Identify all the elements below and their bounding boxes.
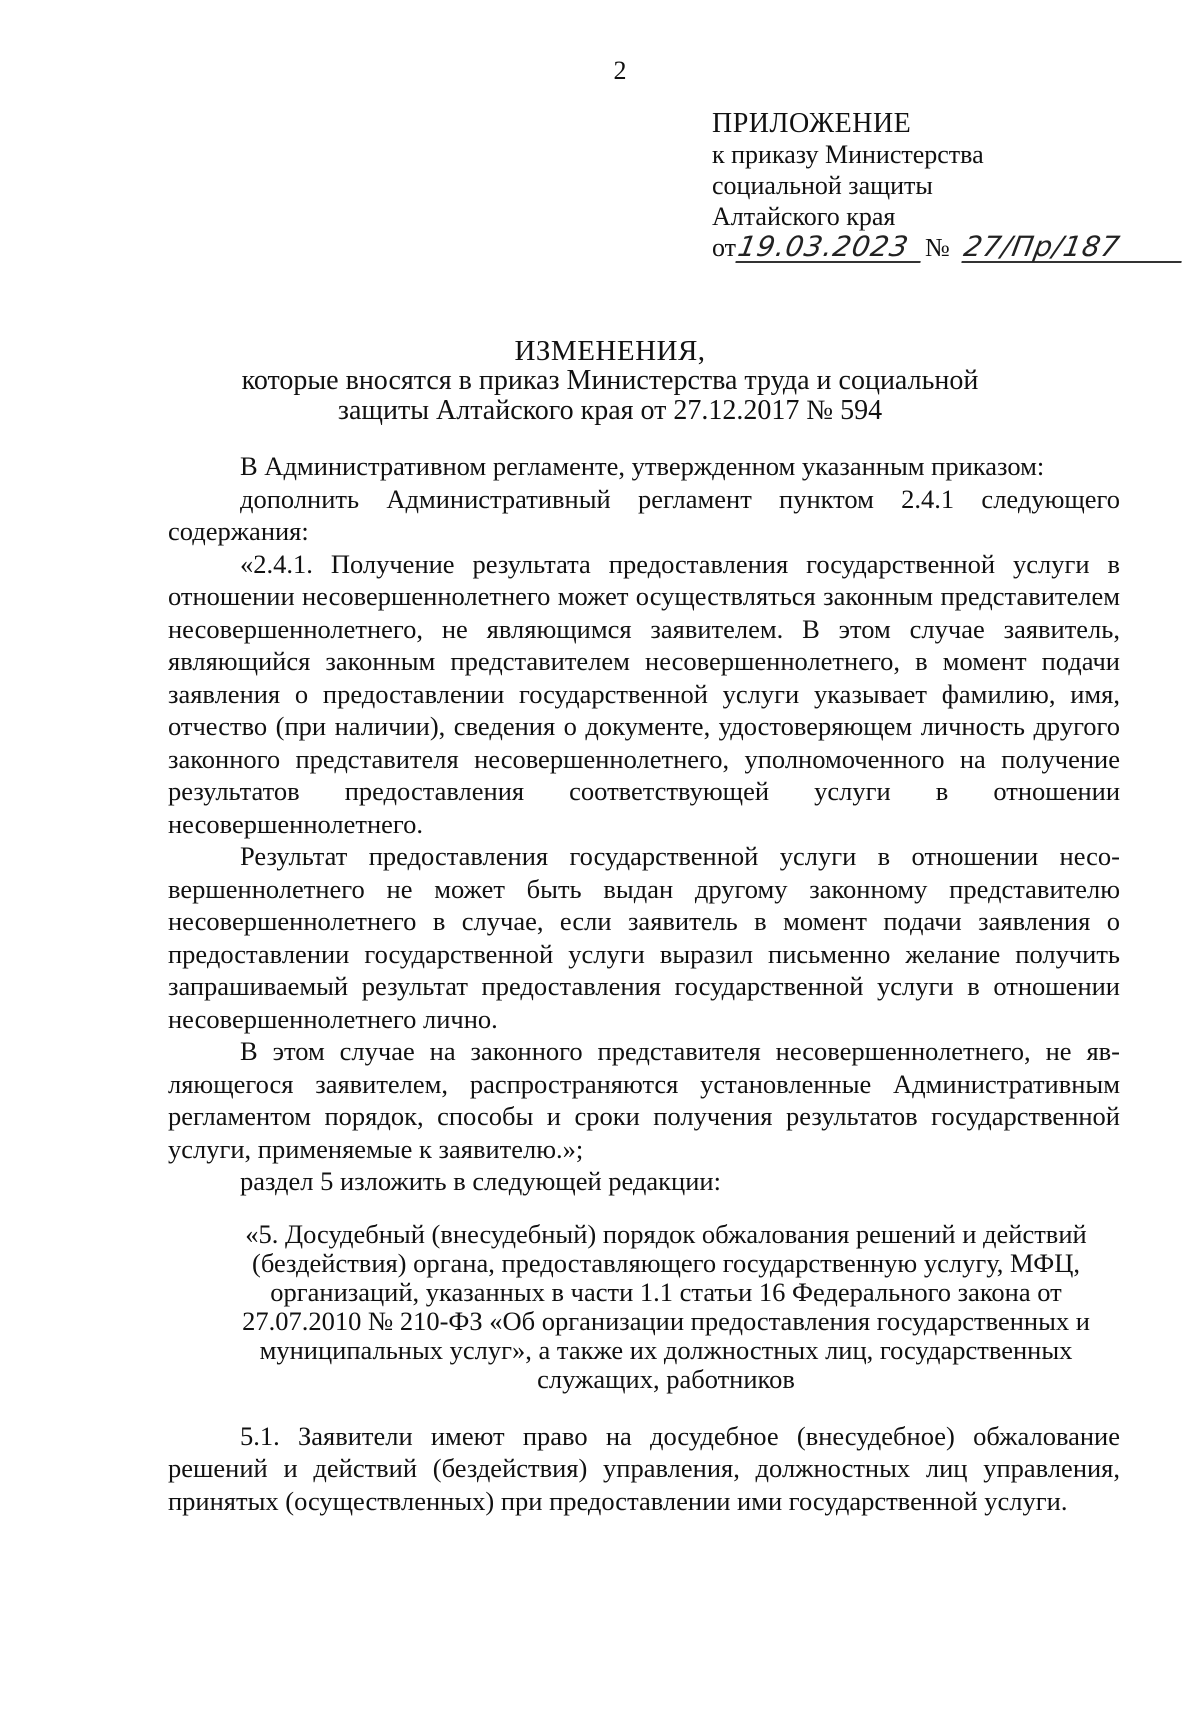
appendix-block [712, 108, 1184, 263]
document-heading [160, 336, 1060, 426]
heading-line-1: которые вносятся в приказ Министерства труда и социальной [241, 365, 979, 396]
handwritten-order-number: 27/Пр/187 [961, 233, 1186, 263]
paragraph-section5-intro: раздел 5 изложить в следующей редакции: [240, 1166, 721, 1196]
page-number: 2 [613, 56, 627, 85]
document-body [168, 450, 1120, 1517]
paragraph-result: Результат предоставления государственной услуги в отношении несовершеннолетнего не может быть выдан другому законному представителю несовершеннолетнего в случае, если заявитель в момент подачи заявления о предоставлении государственной услуги выразил письменно желание получить запрашиваемый результат предоставления государственной услуги в отношении несовершеннолетнего лично. [168, 841, 1120, 1034]
paragraph-amend: дополнить Административный регламент пунктом 2.4.1 следующего содержания: [168, 483, 1120, 546]
number-label: № [925, 233, 950, 262]
paragraph-intro: В Административном регламенте, утвержденном указанным приказом: [240, 451, 1045, 481]
handwritten-date: 19.03.2023 [735, 233, 925, 263]
appendix-date-line [712, 232, 1184, 263]
paragraph-representative: В этом случае на законного представителя несовершеннолетнего, не являющегося заявителем, распространяются установленные Административным регламентом порядок, способы и сроки получения результатов государственной услуги, применяемые к заявителю.»; [168, 1036, 1120, 1164]
paragraph-2-4-1: «2.4.1. Получение результата предоставления государственной услуги в отношении несовершеннолетнего может осуществляться законным представителем несовершеннолетнего, не являющимся заявителем. В этом случае заявитель, являющийся законным представителем несовершеннолетнего, в момент подачи заявления о предоставлении государственной услуги указывает фамилию, имя, отчество (при наличии), сведения о документе, удостоверяющем личность другого законного представителя несовершеннолетнего, уполномоченного на получение результатов предоставления соответствующей услуги в отношении несовершеннолетнего. [168, 548, 1120, 839]
appendix-title: ПРИЛОЖЕНИЕ [712, 108, 912, 139]
section-5-title: «5. Досудебный (внесудебный) порядок обжалования решений и действий (бездействия) органа, предоставляющего государственную услугу, МФЦ, организаций, указанных в части 1.1 статьи 16 Федерального закона от 27.07.2010 № 210-ФЗ «Об организации предоставления государственных и муниципальных услуг», а также их должностных лиц, государственных служащих, работников [242, 1218, 1090, 1394]
heading-title: ИЗМЕНЕНИЯ, [514, 335, 706, 367]
appendix-line-1: к приказу Министерства [712, 140, 984, 169]
paragraph-5-1: 5.1. Заявители имеют право на досудебное (внесудебное) обжалование решений и действий (бездействия) управления, должностных лиц управления, принятых (осуществленных) при предоставлении ими государственной услуги. [168, 1420, 1120, 1516]
appendix-line-3: Алтайского края [712, 202, 896, 231]
from-label: от [712, 233, 737, 262]
appendix-line-2: социальной защиты [712, 171, 933, 200]
heading-line-2: защиты Алтайского края от 27.12.2017 № 594 [337, 395, 883, 426]
